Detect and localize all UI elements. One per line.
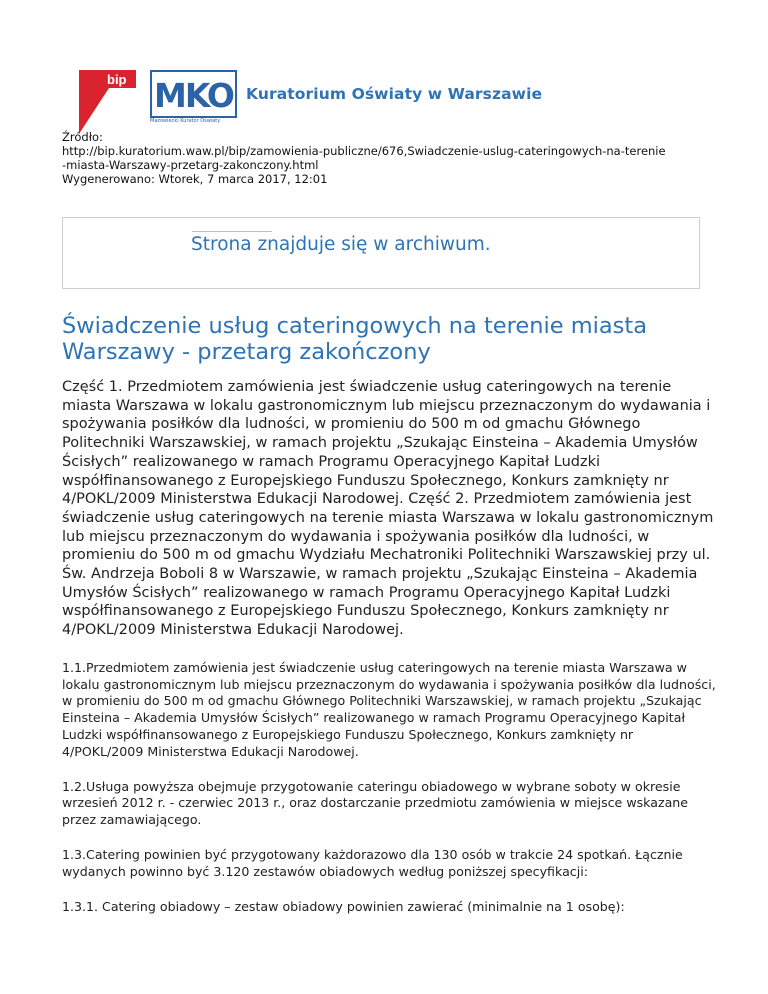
source-label: Źródło:: [62, 130, 103, 144]
generated-date: Wygenerowano: Wtorek, 7 marca 2017, 12:01: [62, 172, 328, 186]
archive-divider: [192, 231, 272, 232]
source-info: [62, 130, 712, 186]
mko-logo[interactable]: [150, 70, 237, 118]
bip-logo-text: bip: [107, 72, 127, 87]
archive-notice: Strona znajduje się w archiwum.: [191, 234, 491, 255]
source-url-line-1[interactable]: http://bip.kuratorium.waw.pl/bip/zamowienia-publiczne/676,Swiadczenie-uslug-cateringowych-na-terenie: [62, 144, 666, 158]
source-url-line-2[interactable]: -miasta-Warszawy-przetarg-zakonczony.html: [62, 158, 319, 172]
article-content: [62, 378, 716, 933]
page-title: Świadczenie usług cateringowych na terenie miasta Warszawy - przetarg zakończony: [62, 313, 647, 365]
mko-subtitle: Mazowiecki Kurator Oświaty: [150, 118, 221, 124]
paragraph-1-1: 1.1.Przedmiotem zamówienia jest świadczenie usług cateringowych na terenie miasta Warszawa w lokalu gastronomicznym lub miejscu przeznaczonym do wydawania i spożywania posiłków dla ludności, w promieniu do 500 m od gmachu Głównego Politechniki Warszawskiej, w ramach projektu „Szukając Einsteina – Akademia Umysłów Ścisłych” realizowanego w ramach Programu Operacyjnego Kapitał Ludzki współfinansowanego z Europejskiego Funduszu Społecznego, Konkurs zamknięty nr 4/POKL/2009 Ministerstwa Edukacji Narodowej.: [62, 659, 716, 759]
mko-logo-text: MKO: [154, 76, 233, 115]
paragraph-1-3-1: 1.3.1. Catering obiadowy – zestaw obiadowy powinien zawierać (minimalnie na 1 osobę):: [62, 898, 625, 914]
intro-paragraph: Część 1. Przedmiotem zamówienia jest świadczenie usług cateringowych na terenie miasta Warszawa w lokalu gastronomicznym lub miejscu przeznaczonym do wydawania i spożywania posiłków dla ludności, w promieniu do 500 m od gmachu Głównego Politechniki Warszawskiej, w ramach projektu „Szukając Einsteina – Akademia Umysłów Ścisłych” realizowanego w ramach Programu Operacyjnego Kapitał Ludzki współfinansowanego z Europejskiego Funduszu Społecznego, Konkurs zamknięty nr 4/POKL/2009 Ministerstwa Edukacji Narodowej. Część 2. Przedmiotem zamówienia jest świadczenie usług cateringowych na terenie miasta Warszawa w lokalu gastronomicznym lub miejscu przeznaczonym do wydawania i spożywania posiłków dla ludności, w promieniu do 500 m od gmachu Wydziału Mechatroniki Politechniki Warszawskiej przy ul. Św. Andrzeja Boboli 8 w Warszawie, w ramach projektu „Szukając Einsteina – Akademia Umysłów Ścisłych” realizowanego w ramach Programu Operacyjnego Kapitał Ludzki współfinansowanego z Europejskiego Funduszu Społecznego, Konkurs zamknięty nr 4/POKL/2009 Ministerstwa Edukacji Narodowej.: [62, 379, 714, 639]
paragraph-1-2: 1.2.Usługa powyższa obejmuje przygotowanie cateringu obiadowego w wybrane soboty w okresie wrzesień 2012 r. - czerwiec 2013 r., oraz dostarczanie przedmiotu zamówienia w miejsce wskazane przez zamawiającego.: [62, 778, 689, 828]
paragraph-1-3: 1.3.Catering powinien być przygotowany każdorazowo dla 130 osób w trakcie 24 spotkań. Łącznie wydanych powinno być 3.120 zestawów obiadowych według poniższej specyfikacji:: [62, 847, 683, 879]
bip-logo[interactable]: [79, 70, 136, 134]
organization-name[interactable]: Kuratorium Oświaty w Warszawie: [246, 85, 543, 103]
